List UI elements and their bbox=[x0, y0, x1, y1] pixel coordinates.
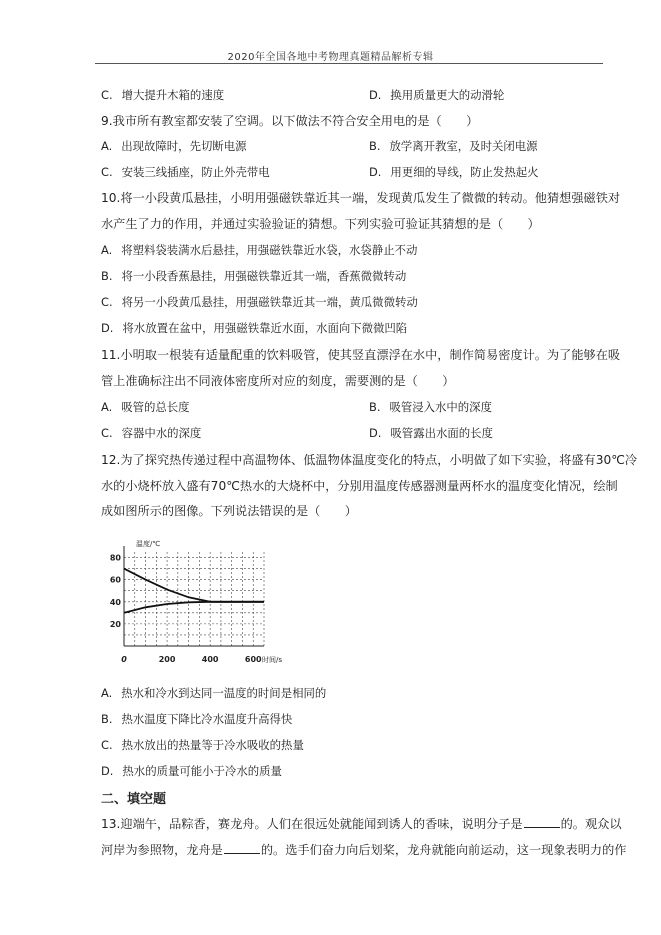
origin-label: 0 bbox=[121, 655, 127, 664]
temperature-time-chart bbox=[104, 532, 283, 672]
q8-option-row bbox=[101, 87, 561, 105]
q12-option-a: A. 热水和冷水到达同一温度的时间是相同的 bbox=[101, 686, 327, 700]
q13-blank-2 bbox=[224, 842, 260, 854]
q11-option-d: D. 吸管露出水面的长度 bbox=[369, 426, 493, 440]
q10-stem-line1: 10.将一小段黄瓜悬挂，小明用强磁铁靠近其一端，发现黄瓜发生了微微的转动。他猜想强磁铁对 bbox=[101, 191, 621, 205]
q9-option-d: D. 用更细的导线，防止发热起火 bbox=[369, 165, 539, 179]
q11-stem-line2: 管上准确标注出不同液体密度所对应的刻度，需要测的是（ ） bbox=[101, 374, 455, 388]
q11-option-b: B. 吸管浸入水中的深度 bbox=[369, 400, 492, 414]
q12-option-b: B. 热水温度下降比冷水温度升高得快 bbox=[101, 712, 293, 726]
x-tick-label: 200 bbox=[158, 655, 176, 664]
q12-stem-line3: 成如图所示的图像。下列说法错误的是（ ） bbox=[101, 504, 357, 518]
y-tick-label: 40 bbox=[109, 597, 121, 607]
q13-blank-1 bbox=[524, 816, 560, 828]
q9-stem: 9.我市所有教室都安装了空调。以下做法不符合安全用电的是（ ） bbox=[101, 114, 479, 128]
section-title-fill-in: 二、填空题 bbox=[101, 792, 167, 807]
q8-option-d: D. 换用质量更大的动滑轮 bbox=[369, 88, 505, 102]
q11-option-row-1 bbox=[101, 399, 561, 417]
series-line-1 bbox=[124, 569, 264, 602]
q10-option-c: C. 将另一小段黄瓜悬挂，用强磁铁靠近其一端，黄瓜微微转动 bbox=[101, 295, 418, 309]
q11-option-row-2 bbox=[101, 425, 561, 443]
q9-option-b: B. 放学离开教室，及时关闭电源 bbox=[369, 139, 538, 153]
header-divider bbox=[95, 63, 603, 64]
q10-option-d: D. 将水放置在盆中，用强磁铁靠近水面，水面向下微微凹陷 bbox=[101, 321, 408, 335]
q13-line1: 13.迎端午，品粽香，赛龙舟。人们在很远处就能闻到诱人的香味，说明分子是 的。观众以 bbox=[101, 817, 622, 831]
q13-line2: 河岸为参照物，龙舟是 的。选手们奋力向后划桨，龙舟就能向前运动，这一现象表明力的作 bbox=[101, 843, 627, 857]
y-tick-label: 20 bbox=[109, 619, 121, 629]
x-tick-label: 400 bbox=[201, 655, 219, 664]
q8-option-c: C. 增大提升木箱的速度 bbox=[101, 88, 225, 102]
q10-option-b: B. 将一小段香蕉悬挂，用强磁铁靠近其一端，香蕉微微转动 bbox=[101, 269, 407, 283]
q12-option-c: C. 热水放出的热量等于冷水吸收的热量 bbox=[101, 738, 304, 752]
q11-option-c: C. 容器中水的深度 bbox=[101, 426, 202, 440]
series-line-2 bbox=[124, 602, 264, 613]
y-tick-label: 80 bbox=[109, 553, 121, 563]
q9-option-c: C. 安装三线插座，防止外壳带电 bbox=[101, 165, 270, 179]
q9-option-a: A. 出现故障时，先切断电源 bbox=[101, 139, 247, 153]
q11-option-a: A. 吸管的总长度 bbox=[101, 400, 190, 414]
q12-option-d: D. 热水的质量可能小于冷水的质量 bbox=[101, 764, 282, 778]
y-axis-label: 温度/℃ bbox=[136, 540, 161, 548]
chart-axes bbox=[124, 546, 264, 646]
x-tick-label: 600 bbox=[244, 655, 262, 664]
x-axis-label: 时间/s bbox=[262, 656, 283, 664]
q9-option-row-2 bbox=[101, 164, 561, 182]
q10-option-a: A. 将塑料袋装满水后悬挂，用强磁铁靠近水袋，水袋静止不动 bbox=[101, 243, 418, 257]
q11-stem-line1: 11.小明取一根装有适量配重的饮料吸管，使其竖直漂浮在水中，制作简易密度计。为了能够在吸 bbox=[101, 348, 621, 362]
q12-stem-line1: 12.为了探究热传递过程中高温物体、低温物体温度变化的特点，小明做了如下实验，将盛有30℃冷 bbox=[101, 453, 638, 467]
q10-stem-line2: 水产生了力的作用，并通过实验验证的猜想。下列实验可验证其猜想的是（ ） bbox=[101, 217, 540, 231]
y-tick-label: 60 bbox=[109, 575, 121, 585]
page-header: 2020年全国各地中考物理真题精品解析专辑 bbox=[227, 52, 434, 63]
q12-stem-line2: 水的小烧杯放入盛有70℃热水的大烧杯中，分别用温度传感器测量两杯水的温度变化情况，绘制 bbox=[101, 479, 618, 493]
q9-option-row-1 bbox=[101, 138, 561, 156]
